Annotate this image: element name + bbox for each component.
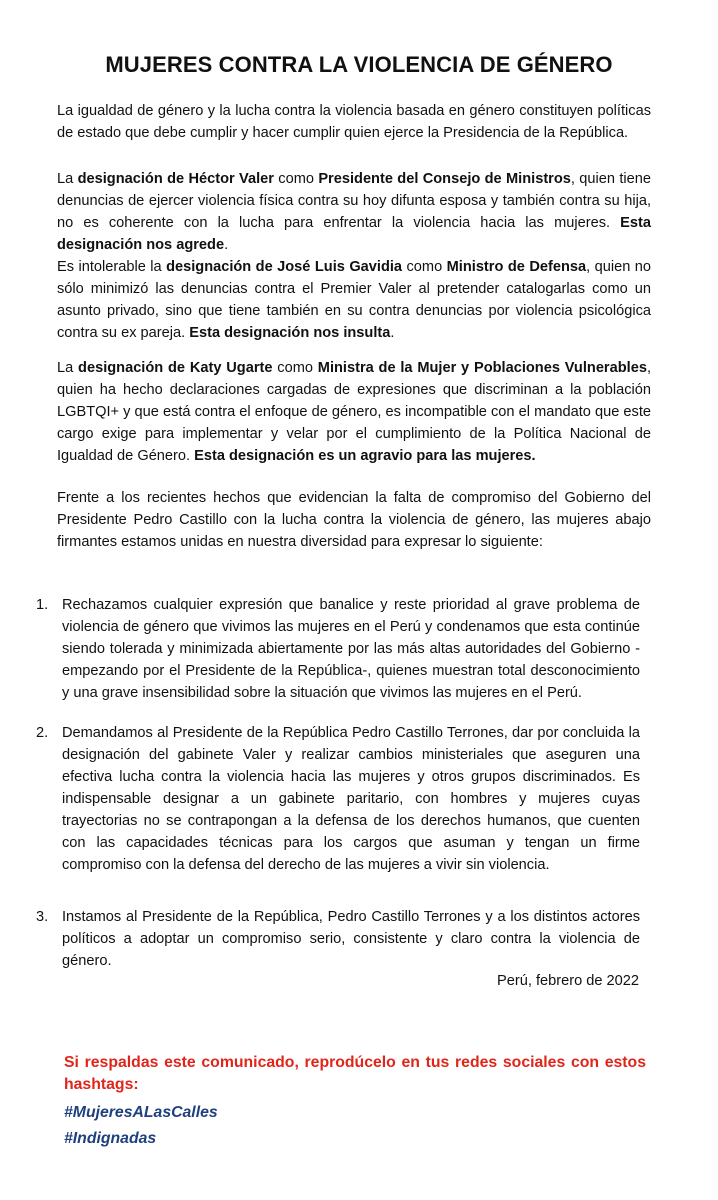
bold-span: Presidente del Consejo de Ministros	[318, 171, 571, 187]
bold-span: Esta designación nos agrede	[57, 215, 651, 253]
ugarte-paragraph	[57, 357, 651, 467]
context-paragraph: Frente a los recientes hechos que evidencian la falta de compromiso del Gobierno del Presidente Pedro Castillo con la lucha contra la violencia de género, las mujeres abajo firmantes estamos unidas en nuestra diversidad para expresar lo siguiente:	[57, 490, 651, 550]
list-item-text: Rechazamos cualquier expresión que banalice y reste prioridad al grave problema de violencia de género que vivimos las mujeres en el Perú y condenamos que esta continúe siendo tolerada y minimizada abiertamente por las más altas autoridades del Gobierno - empezando por el Presidente de la República-, quienes muestran total desconocimiento y una grave insensibilidad sobre la situación que vivimos las mujeres en el Perú.	[62, 597, 640, 701]
valer-paragraph	[57, 168, 651, 256]
bold-span: Ministro de Defensa	[446, 259, 587, 275]
date-line: Perú, febrero de 2022	[497, 973, 639, 989]
text-span: como	[402, 259, 447, 275]
text-span: .	[390, 325, 395, 341]
text-span: La	[57, 171, 78, 187]
text-span: , quien ha hecho declaraciones cargadas de expresiones que discriminan a la población LGBTQI+ y que está contra el enfoque de género, es incompatible con el mandato que este cargo exige para implementar y velar por el cumplimiento de la Política Nacional de Igualdad de Género.	[57, 360, 651, 464]
bold-span: Esta designación es un agravio para las mujeres.	[194, 448, 536, 464]
bold-span: designación de José Luis Gavidia	[166, 259, 403, 275]
hashtag: #Indignadas	[64, 1130, 157, 1147]
text-span: .	[224, 237, 229, 253]
call-to-action: Si respaldas este comunicado, reprodúcelo en tus redes sociales con estos hashtags:	[64, 1054, 646, 1093]
bold-span: designación de Héctor Valer	[77, 171, 274, 187]
text-span: como	[272, 360, 318, 376]
list-number: 1.	[36, 597, 49, 613]
bold-span: designación de Katy Ugarte	[78, 360, 273, 376]
list-number: 2.	[36, 725, 49, 741]
gavidia-paragraph	[57, 256, 651, 344]
bold-span: Ministra de la Mujer y Poblaciones Vulnerables	[317, 360, 647, 376]
text-span: Es intolerable la	[57, 259, 167, 275]
list-item-text: Instamos al Presidente de la República, Pedro Castillo Terrones y a los distintos actores políticos a adoptar un compromiso serio, consistente y claro contra la violencia de género.	[62, 909, 640, 969]
text-span: , quien tiene denuncias de ejercer violencia física contra su hoy difunta esposa y también contra su hija, no es coherente con la lucha para enfrentar la violencia hacia las mujeres.	[57, 171, 651, 231]
list-item-text: Demandamos al Presidente de la República Pedro Castillo Terrones, dar por concluida la designación del gabinete Valer y realizar cambios ministeriales que aseguren una efectiva lucha contra la violencia hacia las mujeres y otros grupos discriminados. Es indispensable designar a un gabinete paritario, con hombres y mujeres cuyas trayectorias no se contrapongan a la defensa de los derechos humanos, que cuenten con las capacidades técnicas para los cargos que asuman y tengan un firme compromiso con la defensa del derecho de las mujeres a vivir sin violencia.	[62, 725, 640, 873]
hashtag: #MujeresALasCalles	[64, 1104, 218, 1121]
text-span: La	[57, 360, 79, 376]
text-span: como	[273, 171, 319, 187]
bold-span: Esta designación nos insulta	[189, 325, 391, 341]
text-span: , quien no sólo minimizó las denuncias contra el Premier Valer al pretender catalogarlas como un asunto privado, sino que tiene también en su contra denuncias por violencia psicológica contra su ex pareja.	[57, 259, 652, 341]
page-title: MUJERES CONTRA LA VIOLENCIA DE GÉNERO	[105, 52, 613, 77]
list-number: 3.	[36, 909, 49, 925]
intro-paragraph: La igualdad de género y la lucha contra la violencia basada en género constituyen políticas de estado que debe cumplir y hacer cumplir quien ejerce la Presidencia de la República.	[57, 103, 651, 141]
